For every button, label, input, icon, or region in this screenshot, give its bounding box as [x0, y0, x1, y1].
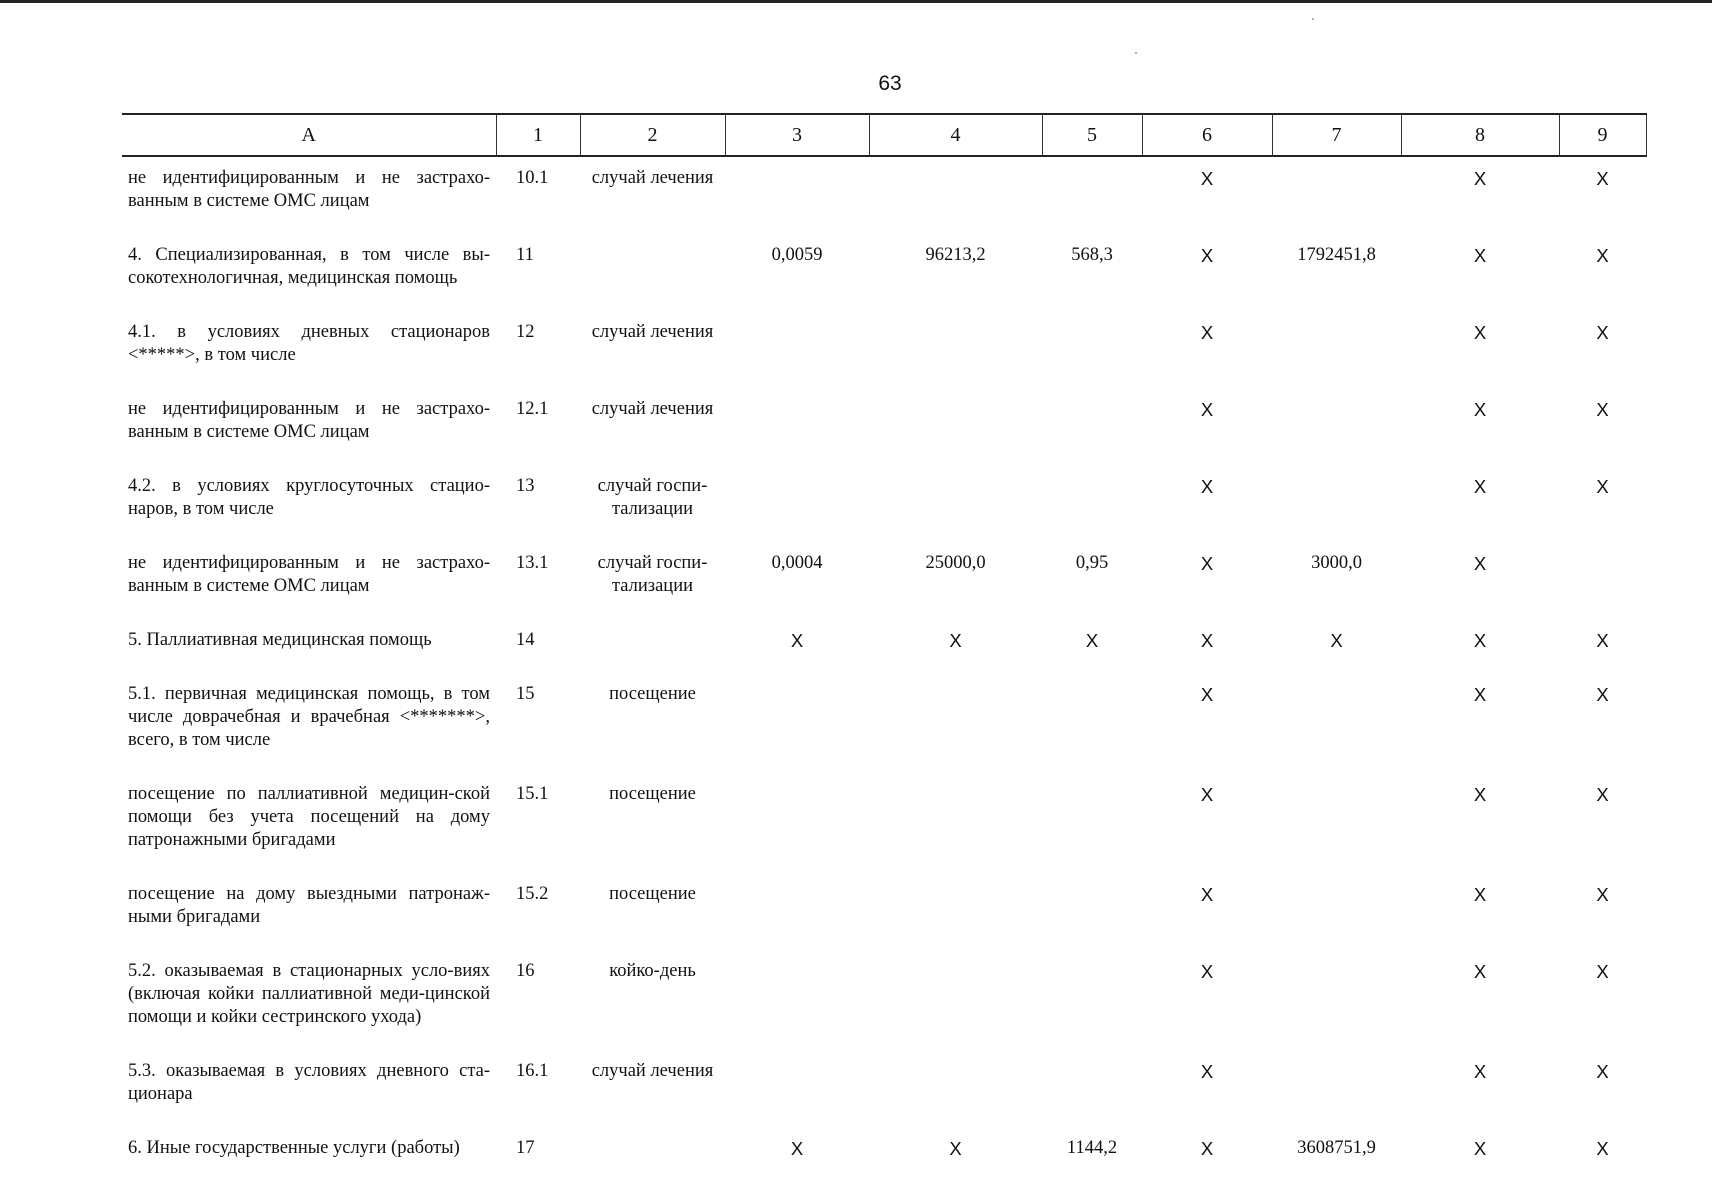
row-name: не идентифицированным и не застрахо-ванным в системе ОМС лицам: [128, 168, 490, 211]
cell-col-5: [1042, 311, 1142, 388]
cell-col-8: X: [1473, 245, 1487, 266]
cell-col-4: X: [949, 1138, 962, 1159]
cell-col-6: X: [1200, 245, 1214, 266]
table-row: [122, 311, 1646, 388]
column-header: 4: [869, 114, 1042, 156]
cell-col-8: X: [1473, 630, 1487, 651]
row-name: 4.2. в условиях круглосуточных стацио-наров, в том числе: [128, 476, 490, 519]
row-code: 15.2: [516, 884, 549, 904]
cell-col-9: X: [1596, 245, 1609, 266]
cell-col-3: [725, 773, 869, 873]
cell-col-8: X: [1473, 684, 1487, 705]
table-row: [122, 156, 1646, 234]
row-unit: случай лечения: [591, 1061, 714, 1081]
header-row: [122, 114, 1646, 156]
cell-col-9: X: [1596, 961, 1609, 982]
cell-col-7: [1272, 873, 1401, 950]
cell-col-7: [1272, 773, 1401, 873]
cell-col-5: 568,3: [1071, 245, 1113, 265]
cell-col-6: X: [1200, 630, 1214, 651]
table-row: [122, 1050, 1646, 1127]
cell-col-3: [725, 156, 869, 234]
cell-col-4: X: [949, 630, 962, 651]
row-code: 17: [516, 1138, 535, 1158]
row-unit: посещение: [609, 784, 696, 804]
data-table: [122, 113, 1647, 1181]
cell-col-3: X: [790, 1138, 804, 1159]
column-header: 9: [1559, 114, 1646, 156]
table-body: [122, 156, 1646, 1181]
cell-col-9: X: [1596, 322, 1609, 343]
cell-col-7: 3608751,9: [1297, 1138, 1376, 1158]
cell-col-3: X: [790, 630, 804, 651]
column-header: 2: [580, 114, 725, 156]
cell-col-4: [869, 950, 1042, 1050]
row-unit: случай госпи-тализации: [597, 476, 708, 519]
column-header: 8: [1401, 114, 1559, 156]
cell-col-9: X: [1596, 884, 1609, 905]
row-name: 4. Специализированная, в том числе вы-сокотехнологичная, медицинская помощь: [128, 245, 490, 288]
column-header: 7: [1272, 114, 1401, 156]
cell-col-4: [869, 311, 1042, 388]
cell-col-5: X: [1085, 630, 1099, 651]
row-code: 14: [516, 630, 535, 650]
cell-col-6: X: [1200, 884, 1214, 905]
cell-col-3: 0,0059: [771, 245, 823, 265]
cell-col-4: [869, 1050, 1042, 1127]
column-header: A: [122, 114, 496, 156]
cell-col-7: [1272, 388, 1401, 465]
table-row: [122, 1127, 1646, 1181]
cell-col-6: X: [1200, 1138, 1214, 1159]
cell-col-4: 25000,0: [925, 553, 986, 573]
cell-col-6: X: [1200, 476, 1214, 497]
cell-col-6: X: [1200, 961, 1214, 982]
row-code: 15: [516, 684, 535, 704]
table-row: [122, 773, 1646, 873]
cell-col-3: [725, 873, 869, 950]
cell-col-5: 1144,2: [1066, 1138, 1118, 1158]
table-row: [122, 234, 1646, 311]
cell-col-5: 0,95: [1075, 553, 1109, 573]
row-code: 16: [516, 961, 535, 981]
row-unit: случай лечения: [591, 322, 714, 342]
cell-col-8: X: [1473, 884, 1487, 905]
cell-col-7: X: [1330, 630, 1343, 651]
cell-col-9: X: [1596, 784, 1609, 805]
cell-col-7: [1272, 465, 1401, 542]
row-name: 6. Иные государственные услуги (работы): [128, 1138, 460, 1158]
row-name: 5.2. оказываемая в стационарных усло-виях (включая койки паллиативной меди-цинской помощи и койки сестринского ухода): [128, 961, 490, 1027]
row-name: 5.3. оказываемая в условиях дневного ста-ционара: [128, 1061, 490, 1104]
table-row: [122, 873, 1646, 950]
cell-col-3: [725, 465, 869, 542]
row-code: 16.1: [516, 1061, 549, 1081]
row-name: посещение на дому выездными патронаж-ными бригадами: [128, 884, 490, 927]
row-unit: случай лечения: [591, 168, 714, 188]
cell-col-6: X: [1200, 399, 1214, 420]
cell-col-7: [1272, 1050, 1401, 1127]
column-header: 5: [1042, 114, 1142, 156]
cell-col-6: X: [1200, 1061, 1214, 1082]
cell-col-5: [1042, 1050, 1142, 1127]
row-code: 12: [516, 322, 535, 342]
cell-col-5: [1042, 388, 1142, 465]
cell-col-6: X: [1200, 168, 1214, 189]
cell-col-9: X: [1596, 684, 1609, 705]
row-name: 4.1. в условиях дневных стационаров <*****>, в том числе: [128, 322, 490, 365]
cell-col-8: X: [1473, 553, 1487, 574]
cell-col-9: X: [1596, 1138, 1609, 1159]
row-code: 15.1: [516, 784, 549, 804]
cell-col-6: X: [1200, 322, 1214, 343]
cell-col-5: [1042, 873, 1142, 950]
cell-col-8: X: [1473, 1061, 1487, 1082]
cell-col-3: [725, 311, 869, 388]
cell-col-7: [1272, 311, 1401, 388]
cell-col-3: [725, 388, 869, 465]
cell-col-8: X: [1473, 476, 1487, 497]
row-unit: [580, 619, 725, 673]
cell-col-8: X: [1473, 1138, 1487, 1159]
row-name: посещение по паллиативной медицин-ской помощи без учета посещений на дому патронажными бригадами: [128, 784, 490, 850]
cell-col-9: X: [1596, 399, 1609, 420]
cell-col-8: X: [1473, 168, 1487, 189]
row-name: 5.1. первичная медицинская помощь, в том числе доврачебная и врачебная <*******>, всего, в том числе: [128, 684, 490, 750]
cell-col-3: [725, 673, 869, 773]
cell-col-5: [1042, 465, 1142, 542]
cell-col-9: X: [1596, 1061, 1609, 1082]
row-unit: посещение: [609, 884, 696, 904]
cell-col-9: [1559, 542, 1646, 619]
row-unit: койко-день: [609, 961, 696, 981]
scan-speck: [1312, 18, 1314, 20]
cell-col-4: [869, 388, 1042, 465]
cell-col-8: X: [1473, 399, 1487, 420]
cell-col-7: [1272, 950, 1401, 1050]
cell-col-3: 0,0004: [771, 553, 823, 573]
cell-col-4: [869, 156, 1042, 234]
cell-col-8: X: [1473, 322, 1487, 343]
cell-col-3: [725, 1050, 869, 1127]
row-code: 13.1: [516, 553, 549, 573]
cell-col-5: [1042, 773, 1142, 873]
row-unit: случай лечения: [591, 399, 714, 419]
cell-col-4: [869, 465, 1042, 542]
cell-col-5: [1042, 156, 1142, 234]
table-row: [122, 673, 1646, 773]
column-header: 3: [725, 114, 869, 156]
row-name: не идентифицированным и не застрахо-ванным в системе ОМС лицам: [128, 399, 490, 442]
table-row: [122, 619, 1646, 673]
cell-col-4: [869, 673, 1042, 773]
row-code: 13: [516, 476, 535, 496]
row-unit: посещение: [609, 684, 696, 704]
cell-col-7: 3000,0: [1311, 553, 1362, 573]
cell-col-6: X: [1200, 553, 1214, 574]
cell-col-3: [725, 950, 869, 1050]
table-row: [122, 465, 1646, 542]
row-unit: [580, 234, 725, 311]
cell-col-9: X: [1596, 630, 1609, 651]
cell-col-7: [1272, 673, 1401, 773]
column-header: 6: [1142, 114, 1272, 156]
cell-col-9: X: [1596, 476, 1609, 497]
cell-col-8: X: [1473, 784, 1487, 805]
page-number: 63: [878, 72, 902, 95]
row-code: 12.1: [516, 399, 549, 419]
table-row: [122, 950, 1646, 1050]
table-row: [122, 388, 1646, 465]
cell-col-5: [1042, 673, 1142, 773]
row-code: 10.1: [516, 168, 549, 188]
row-unit: [580, 1127, 725, 1181]
scan-speck: [1135, 52, 1137, 54]
table-row: [122, 542, 1646, 619]
cell-col-9: X: [1596, 168, 1609, 189]
cell-col-8: X: [1473, 961, 1487, 982]
cell-col-6: X: [1200, 684, 1214, 705]
row-unit: случай госпи-тализации: [597, 553, 708, 596]
cell-col-4: [869, 873, 1042, 950]
row-name: 5. Паллиативная медицинская помощь: [128, 630, 432, 650]
column-header: 1: [496, 114, 580, 156]
cell-col-4: [869, 773, 1042, 873]
row-name: не идентифицированным и не застрахо-ванным в системе ОМС лицам: [128, 553, 490, 596]
cell-col-7: 1792451,8: [1297, 245, 1376, 265]
cell-col-4: 96213,2: [925, 245, 986, 265]
row-code: 11: [516, 245, 534, 265]
cell-col-7: [1272, 156, 1401, 234]
cell-col-5: [1042, 950, 1142, 1050]
cell-col-6: X: [1200, 784, 1214, 805]
scan-top-edge: [0, 0, 1712, 3]
